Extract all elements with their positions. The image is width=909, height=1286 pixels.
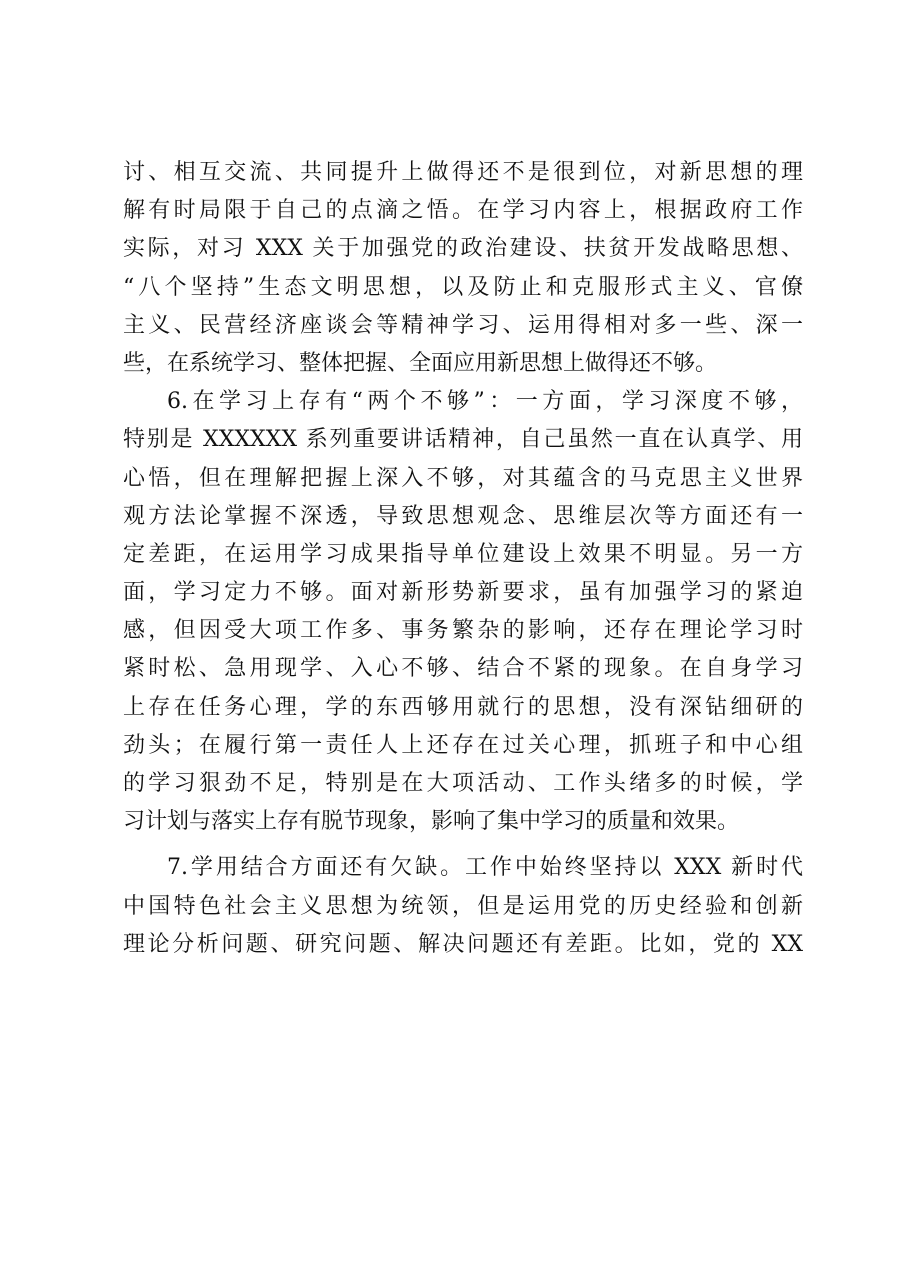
document-body (123, 154, 803, 964)
text-line: 定差距，在运用学习成果指导单位建设上效果不明显。另一方 (123, 541, 803, 567)
text-line: 面，学习定力不够。面对新形势新要求，虽有加强学习的紧迫 (123, 580, 803, 606)
text-line: 解有时局限于自己的点滴之悟。在学习内容上，根据政府工作 (123, 198, 803, 224)
text-line: 上存在任务心理，学的东西够用就行的思想，没有深钻细研的 (123, 694, 803, 720)
text-line: 劲头；在履行第一责任人上还存在过关心理，抓班子和中心组 (123, 732, 803, 758)
text-line: 中国特色社会主义思想为统领，但是运用党的历史经验和创新 (123, 893, 803, 919)
text-line: 特别是 XXXXXX 系列重要讲话精神，自己虽然一直在认真学、用 (123, 427, 803, 453)
text-line: 心悟，但在理解把握上深入不够，对其蕴含的马克思主义世界 (123, 465, 803, 491)
paragraph-6 (123, 383, 803, 841)
text-line: 的学习狠劲不足，特别是在大项活动、工作头绪多的时候，学 (123, 771, 803, 796)
paragraph-spacer (123, 841, 803, 849)
text-line: 实际，对习 XXX 关于加强党的政治建设、扶贫开发战略思想、 (123, 236, 803, 262)
text-line: 紧时松、急用现学、入心不够、结合不紧的现象。在自身学习 (123, 656, 803, 682)
paragraph-continuation (123, 154, 803, 383)
text-line: 讨、相互交流、共同提升上做得还不是很到位，对新思想的理 (123, 160, 803, 185)
paragraph-7 (123, 849, 803, 964)
text-line: 理论分析问题、研究问题、解决问题还有差距。比如，党的 XX (123, 931, 803, 957)
text-line: 7.学用结合方面还有欠缺。工作中始终坚持以 XXX 新时代 (167, 855, 803, 881)
text-line: 习计划与落实上存有脱节现象，影响了集中学习的质量和效果。 (123, 809, 740, 835)
text-line: 观方法论掌握不深透，导致思想观念、思维层次等方面还有一 (123, 503, 803, 529)
text-line: 主义、民营经济座谈会等精神学习、运用得相对多一些、深一 (123, 312, 803, 338)
text-line: “八个坚持”生态文明思想，以及防止和克服形式主义、官僚 (123, 274, 803, 300)
text-line: 些，在系统学习、整体把握、全面应用新思想上做得还不够。 (123, 350, 718, 376)
text-line: 感，但因受大项工作多、事务繁杂的影响，还存在理论学习时 (123, 618, 803, 644)
text-line: 6.在学习上存有“两个不够”：一方面，学习深度不够， (167, 389, 803, 415)
